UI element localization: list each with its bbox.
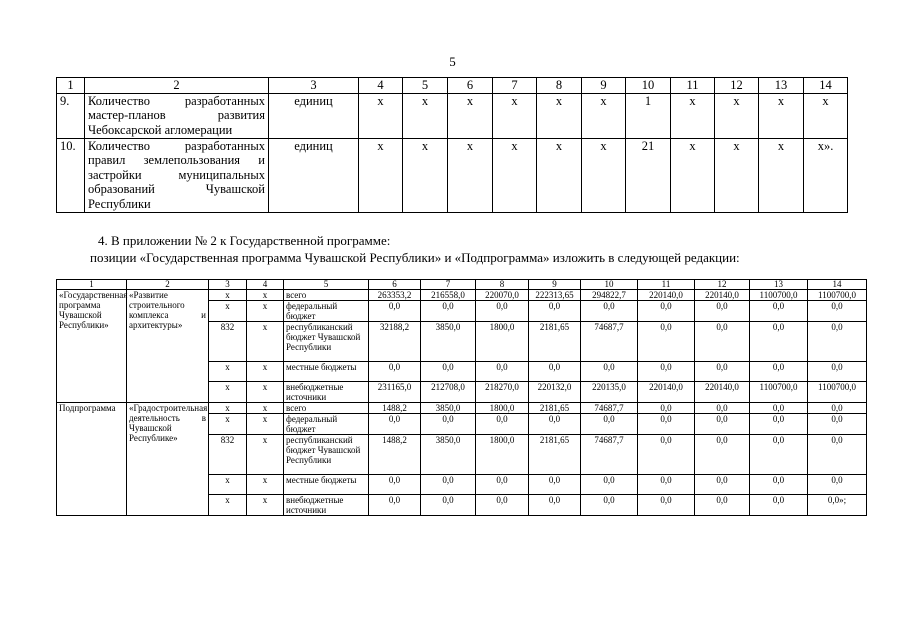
value-cell: 0,0 (421, 301, 476, 322)
value-cell: 0,0 (695, 322, 750, 362)
source-cell: республиканский бюджет Чувашской Республики (284, 322, 369, 362)
value-cell: 220140,0 (695, 382, 750, 403)
value-cell: 0,0 (369, 362, 421, 382)
value-cell: 1100700,0 (808, 290, 867, 301)
value-cell: 0,0 (369, 495, 421, 516)
value-cell: 1100700,0 (808, 382, 867, 403)
value-cell: 0,0 (476, 414, 529, 435)
source-cell: местные бюджеты (284, 475, 369, 495)
row-number: 10. (57, 138, 85, 212)
column-number: 1 (57, 78, 85, 94)
value-cell: 0,0 (421, 414, 476, 435)
table-row (57, 138, 848, 212)
value-cell: 74687,7 (581, 435, 638, 475)
grbs-cell: x (209, 382, 247, 403)
value-cell: 0,0 (695, 475, 750, 495)
value-cell: 0,0 (750, 403, 808, 414)
column-number: 10 (581, 280, 638, 290)
column-number: 2 (127, 280, 209, 290)
value-cell: 222313,65 (529, 290, 581, 301)
column-number: 3 (209, 280, 247, 290)
value-cell: x (759, 93, 804, 138)
value-cell: 220140,0 (695, 290, 750, 301)
value-cell: 0,0 (750, 435, 808, 475)
source-cell: республиканский бюджет Чувашской Республики (284, 435, 369, 475)
value-cell: 0,0 (638, 322, 695, 362)
value-cell: 294822,7 (581, 290, 638, 301)
status-cell: «Государственная программа Чувашской Республики» (57, 290, 127, 403)
value-cell: 0,0 (750, 495, 808, 516)
indicator-name: Количество разработанных правил землепользования и застройки муниципальных образований Чувашской Республики (85, 138, 269, 212)
column-number: 11 (671, 78, 715, 94)
value-cell: 0,0 (750, 362, 808, 382)
value-cell: x (537, 93, 582, 138)
indicators-table (56, 77, 848, 213)
value-cell: x (448, 93, 493, 138)
value-cell: x (582, 138, 626, 212)
value-cell: 0,0 (476, 301, 529, 322)
value-cell: 0,0»; (808, 495, 867, 516)
source-cell: внебюджетные источники (284, 495, 369, 516)
value-cell: 212708,0 (421, 382, 476, 403)
value-cell: x (448, 138, 493, 212)
value-cell: x (359, 138, 403, 212)
column-number: 4 (247, 280, 284, 290)
value-cell: x (537, 138, 582, 212)
grbs-cell: x (209, 403, 247, 414)
column-number: 8 (476, 280, 529, 290)
unit-cell: единиц (269, 93, 359, 138)
source-cell: внебюджетные источники (284, 382, 369, 403)
value-cell: 1100700,0 (750, 290, 808, 301)
value-cell: 1488,2 (369, 435, 421, 475)
value-cell: 0,0 (638, 414, 695, 435)
column-number: 14 (804, 78, 848, 94)
column-number: 13 (759, 78, 804, 94)
value-cell: 0,0 (581, 475, 638, 495)
value-cell: x (403, 93, 448, 138)
value-cell: 0,0 (581, 495, 638, 516)
value-cell: 0,0 (638, 362, 695, 382)
column-number: 10 (626, 78, 671, 94)
value-cell: 0,0 (638, 435, 695, 475)
grbs-cell: x (209, 301, 247, 322)
program-name-cell: «Развитие строительного комплекса и архитектуры» (127, 290, 209, 403)
value-cell: 21 (626, 138, 671, 212)
value-cell: 0,0 (808, 403, 867, 414)
rz-cell: x (247, 290, 284, 301)
value-cell: 220070,0 (476, 290, 529, 301)
table-row (57, 403, 867, 414)
column-number: 4 (359, 78, 403, 94)
grbs-cell: x (209, 495, 247, 516)
value-cell: 0,0 (421, 475, 476, 495)
value-cell: 1488,2 (369, 403, 421, 414)
value-cell: 220140,0 (638, 382, 695, 403)
source-cell: федеральный бюджет (284, 414, 369, 435)
rz-cell: x (247, 322, 284, 362)
column-number: 2 (85, 78, 269, 94)
rz-cell: x (247, 475, 284, 495)
value-cell: 0,0 (750, 414, 808, 435)
column-number: 1 (57, 280, 127, 290)
value-cell: 0,0 (808, 414, 867, 435)
grbs-cell: x (209, 362, 247, 382)
value-cell: x (582, 93, 626, 138)
value-cell: 74687,7 (581, 403, 638, 414)
rz-cell: x (247, 414, 284, 435)
value-cell: 0,0 (750, 301, 808, 322)
value-cell: 0,0 (808, 475, 867, 495)
value-cell: 1 (626, 93, 671, 138)
value-cell: 1800,0 (476, 435, 529, 475)
grbs-cell: x (209, 414, 247, 435)
rz-cell: x (247, 301, 284, 322)
value-cell: 32188,2 (369, 322, 421, 362)
value-cell: 0,0 (369, 475, 421, 495)
value-cell: x». (804, 138, 848, 212)
instruction-paragraph-line2: позиции «Государственная программа Чувашской Республики» и «Подпрограмма» изложить в следующей редакции: (90, 250, 740, 265)
value-cell: 3850,0 (421, 322, 476, 362)
value-cell: 1100700,0 (750, 382, 808, 403)
value-cell: 0,0 (750, 322, 808, 362)
value-cell: 0,0 (581, 362, 638, 382)
column-number: 3 (269, 78, 359, 94)
table-header-row (57, 280, 867, 290)
table-row (57, 93, 848, 138)
value-cell: x (759, 138, 804, 212)
source-cell: всего (284, 290, 369, 301)
value-cell: 0,0 (421, 495, 476, 516)
table-header-row (57, 78, 848, 94)
grbs-cell: x (209, 475, 247, 495)
value-cell: 0,0 (638, 475, 695, 495)
column-number: 8 (537, 78, 582, 94)
value-cell: x (671, 93, 715, 138)
value-cell: 0,0 (638, 301, 695, 322)
value-cell: 0,0 (808, 322, 867, 362)
value-cell: 0,0 (369, 414, 421, 435)
value-cell: 0,0 (695, 301, 750, 322)
value-cell: 0,0 (695, 495, 750, 516)
column-number: 9 (529, 280, 581, 290)
value-cell: 0,0 (529, 362, 581, 382)
column-number: 7 (493, 78, 537, 94)
value-cell: 1800,0 (476, 322, 529, 362)
rz-cell: x (247, 403, 284, 414)
value-cell: 0,0 (581, 301, 638, 322)
column-number: 12 (695, 280, 750, 290)
value-cell: 0,0 (529, 495, 581, 516)
value-cell: 0,0 (581, 414, 638, 435)
value-cell: 263353,2 (369, 290, 421, 301)
column-number: 14 (808, 280, 867, 290)
rz-cell: x (247, 382, 284, 403)
grbs-cell: 832 (209, 322, 247, 362)
instruction-paragraph-line1: 4. В приложении № 2 к Государственной программе: (98, 233, 391, 248)
column-number: 11 (638, 280, 695, 290)
value-cell: 0,0 (421, 362, 476, 382)
value-cell: 0,0 (529, 475, 581, 495)
value-cell: 0,0 (808, 301, 867, 322)
rz-cell: x (247, 435, 284, 475)
value-cell: 218270,0 (476, 382, 529, 403)
value-cell: 2181,65 (529, 435, 581, 475)
column-number: 5 (284, 280, 369, 290)
rz-cell: x (247, 495, 284, 516)
value-cell: x (715, 93, 759, 138)
value-cell: x (493, 93, 537, 138)
value-cell: x (804, 93, 848, 138)
value-cell: 0,0 (808, 362, 867, 382)
value-cell: 1800,0 (476, 403, 529, 414)
source-cell: федеральный бюджет (284, 301, 369, 322)
value-cell: 74687,7 (581, 322, 638, 362)
row-number: 9. (57, 93, 85, 138)
page-number: 5 (449, 54, 456, 69)
rz-cell: x (247, 362, 284, 382)
value-cell: x (715, 138, 759, 212)
value-cell: x (671, 138, 715, 212)
value-cell: x (493, 138, 537, 212)
value-cell: 0,0 (369, 301, 421, 322)
value-cell: 2181,65 (529, 403, 581, 414)
value-cell: 220132,0 (529, 382, 581, 403)
grbs-cell: 832 (209, 435, 247, 475)
program-name-cell: «Градостроительная деятельность в Чувашской Республике» (127, 403, 209, 516)
column-number: 6 (448, 78, 493, 94)
column-number: 9 (582, 78, 626, 94)
value-cell: 220140,0 (638, 290, 695, 301)
value-cell: 2181,65 (529, 322, 581, 362)
status-cell: Подпрограмма (57, 403, 127, 516)
value-cell: 220135,0 (581, 382, 638, 403)
value-cell: 0,0 (476, 362, 529, 382)
value-cell: 3850,0 (421, 403, 476, 414)
funding-table (56, 279, 867, 516)
unit-cell: единиц (269, 138, 359, 212)
value-cell: 0,0 (808, 435, 867, 475)
value-cell: 0,0 (750, 475, 808, 495)
value-cell: 0,0 (476, 475, 529, 495)
value-cell: 0,0 (529, 414, 581, 435)
column-number: 6 (369, 280, 421, 290)
value-cell: 0,0 (695, 414, 750, 435)
value-cell: 0,0 (695, 362, 750, 382)
value-cell: 216558,0 (421, 290, 476, 301)
source-cell: местные бюджеты (284, 362, 369, 382)
value-cell: x (403, 138, 448, 212)
value-cell: 0,0 (695, 403, 750, 414)
value-cell: 0,0 (529, 301, 581, 322)
value-cell: 0,0 (638, 495, 695, 516)
value-cell: 3850,0 (421, 435, 476, 475)
value-cell: 0,0 (638, 403, 695, 414)
value-cell: 0,0 (476, 495, 529, 516)
table-row (57, 290, 867, 301)
source-cell: всего (284, 403, 369, 414)
value-cell: 231165,0 (369, 382, 421, 403)
value-cell: x (359, 93, 403, 138)
value-cell: 0,0 (695, 435, 750, 475)
column-number: 13 (750, 280, 808, 290)
column-number: 5 (403, 78, 448, 94)
indicator-name: Количество разработанных мастер-планов развития Чебоксарской агломерации (85, 93, 269, 138)
column-number: 7 (421, 280, 476, 290)
grbs-cell: x (209, 290, 247, 301)
column-number: 12 (715, 78, 759, 94)
